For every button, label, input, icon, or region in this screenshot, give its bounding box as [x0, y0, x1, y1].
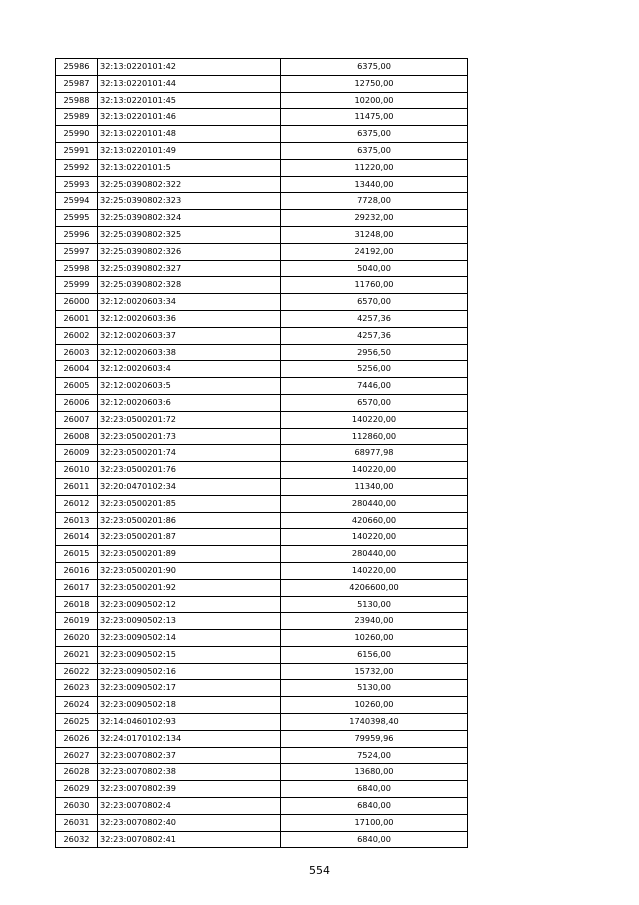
page-number: 554 — [309, 864, 330, 877]
value-cell: 10260,00 — [281, 630, 468, 647]
row-number-cell: 26022 — [56, 663, 98, 680]
cadastral-number-cell: 32:12:0020603:5 — [98, 378, 281, 395]
cadastral-number-cell: 32:25:0390802:328 — [98, 277, 281, 294]
table-row — [56, 462, 468, 479]
cadastral-number-cell: 32:13:0220101:45 — [98, 92, 281, 109]
table-row — [56, 747, 468, 764]
row-number-cell: 26024 — [56, 697, 98, 714]
cadastral-number-cell: 32:13:0220101:46 — [98, 109, 281, 126]
cadastral-number-cell: 32:25:0390802:325 — [98, 226, 281, 243]
value-cell: 140220,00 — [281, 562, 468, 579]
table-row — [56, 579, 468, 596]
value-cell: 11475,00 — [281, 109, 468, 126]
table-row — [56, 630, 468, 647]
row-number-cell: 26001 — [56, 310, 98, 327]
cadastral-number-cell: 32:23:0090502:17 — [98, 680, 281, 697]
cadastral-number-cell: 32:23:0090502:18 — [98, 697, 281, 714]
row-number-cell: 26028 — [56, 764, 98, 781]
cadastral-number-cell: 32:12:0020603:36 — [98, 310, 281, 327]
cadastral-number-cell: 32:12:0020603:38 — [98, 344, 281, 361]
value-cell: 12750,00 — [281, 75, 468, 92]
cadastral-number-cell: 32:23:0500201:87 — [98, 529, 281, 546]
value-cell: 6375,00 — [281, 126, 468, 143]
cadastral-number-cell: 32:25:0390802:323 — [98, 193, 281, 210]
value-cell: 7728,00 — [281, 193, 468, 210]
value-cell: 420660,00 — [281, 512, 468, 529]
value-cell: 10200,00 — [281, 92, 468, 109]
table-row — [56, 798, 468, 815]
table-row — [56, 445, 468, 462]
row-number-cell: 26002 — [56, 327, 98, 344]
table-row — [56, 680, 468, 697]
value-cell: 6156,00 — [281, 646, 468, 663]
row-number-cell: 26019 — [56, 613, 98, 630]
value-cell: 7446,00 — [281, 378, 468, 395]
row-number-cell: 25992 — [56, 159, 98, 176]
row-number-cell: 26014 — [56, 529, 98, 546]
row-number-cell: 26010 — [56, 462, 98, 479]
row-number-cell: 26029 — [56, 781, 98, 798]
table-row — [56, 613, 468, 630]
row-number-cell: 26016 — [56, 562, 98, 579]
table-row — [56, 142, 468, 159]
cadastral-number-cell: 32:23:0500201:76 — [98, 462, 281, 479]
value-cell: 17100,00 — [281, 814, 468, 831]
value-cell: 68977,98 — [281, 445, 468, 462]
row-number-cell: 26004 — [56, 361, 98, 378]
value-cell: 6840,00 — [281, 831, 468, 848]
value-cell: 11220,00 — [281, 159, 468, 176]
value-cell: 10260,00 — [281, 697, 468, 714]
value-cell: 112860,00 — [281, 428, 468, 445]
table-row — [56, 814, 468, 831]
row-number-cell: 25993 — [56, 176, 98, 193]
table-row — [56, 714, 468, 731]
table-row — [56, 294, 468, 311]
cadastral-number-cell: 32:23:0070802:4 — [98, 798, 281, 815]
row-number-cell: 26005 — [56, 378, 98, 395]
table-row — [56, 529, 468, 546]
cadastral-number-cell: 32:23:0070802:37 — [98, 747, 281, 764]
row-number-cell: 25994 — [56, 193, 98, 210]
value-cell: 6570,00 — [281, 294, 468, 311]
value-cell: 24192,00 — [281, 243, 468, 260]
value-cell: 6375,00 — [281, 142, 468, 159]
table-row — [56, 512, 468, 529]
table-row — [56, 781, 468, 798]
table-row — [56, 159, 468, 176]
table-row — [56, 831, 468, 848]
row-number-cell: 26008 — [56, 428, 98, 445]
row-number-cell: 26011 — [56, 478, 98, 495]
cadastral-number-cell: 32:25:0390802:326 — [98, 243, 281, 260]
table-row — [56, 327, 468, 344]
cadastral-number-cell: 32:13:0220101:5 — [98, 159, 281, 176]
value-cell: 140220,00 — [281, 411, 468, 428]
row-number-cell: 25989 — [56, 109, 98, 126]
table-row — [56, 210, 468, 227]
cadastral-number-cell: 32:12:0020603:6 — [98, 394, 281, 411]
row-number-cell: 25991 — [56, 142, 98, 159]
cadastral-number-cell: 32:25:0390802:324 — [98, 210, 281, 227]
table-row — [56, 176, 468, 193]
table-row — [56, 378, 468, 395]
cadastral-number-cell: 32:13:0220101:49 — [98, 142, 281, 159]
row-number-cell: 26030 — [56, 798, 98, 815]
value-cell: 23940,00 — [281, 613, 468, 630]
row-number-cell: 25987 — [56, 75, 98, 92]
row-number-cell: 25996 — [56, 226, 98, 243]
table-row — [56, 310, 468, 327]
value-cell: 11340,00 — [281, 478, 468, 495]
value-cell: 15732,00 — [281, 663, 468, 680]
row-number-cell: 26007 — [56, 411, 98, 428]
cadastral-number-cell: 32:23:0500201:74 — [98, 445, 281, 462]
cadastral-number-cell: 32:14:0460102:93 — [98, 714, 281, 731]
value-cell: 4257,36 — [281, 327, 468, 344]
table-row — [56, 277, 468, 294]
table-row — [56, 92, 468, 109]
cadastral-number-cell: 32:23:0070802:39 — [98, 781, 281, 798]
value-cell: 280440,00 — [281, 546, 468, 563]
value-cell: 1740398,40 — [281, 714, 468, 731]
value-cell: 13440,00 — [281, 176, 468, 193]
row-number-cell: 25995 — [56, 210, 98, 227]
cadastral-value-table — [55, 58, 468, 848]
cadastral-number-cell: 32:24:0170102:134 — [98, 730, 281, 747]
value-cell: 4206600,00 — [281, 579, 468, 596]
value-cell: 4257,36 — [281, 310, 468, 327]
row-number-cell: 25990 — [56, 126, 98, 143]
value-cell: 6570,00 — [281, 394, 468, 411]
cadastral-number-cell: 32:25:0390802:322 — [98, 176, 281, 193]
value-cell: 5130,00 — [281, 680, 468, 697]
cadastral-number-cell: 32:23:0070802:41 — [98, 831, 281, 848]
cadastral-number-cell: 32:23:0090502:16 — [98, 663, 281, 680]
cadastral-number-cell: 32:23:0090502:13 — [98, 613, 281, 630]
table-row — [56, 663, 468, 680]
cadastral-number-cell: 32:23:0500201:92 — [98, 579, 281, 596]
cadastral-number-cell: 32:20:0470102:34 — [98, 478, 281, 495]
table-row — [56, 243, 468, 260]
table-row — [56, 59, 468, 76]
value-cell: 5256,00 — [281, 361, 468, 378]
table-body — [56, 59, 468, 848]
row-number-cell: 25986 — [56, 59, 98, 76]
value-cell: 140220,00 — [281, 529, 468, 546]
row-number-cell: 26003 — [56, 344, 98, 361]
row-number-cell: 25997 — [56, 243, 98, 260]
row-number-cell: 26020 — [56, 630, 98, 647]
cadastral-number-cell: 32:23:0500201:86 — [98, 512, 281, 529]
cadastral-number-cell: 32:12:0020603:4 — [98, 361, 281, 378]
value-cell: 140220,00 — [281, 462, 468, 479]
value-cell: 79959,96 — [281, 730, 468, 747]
value-cell: 6375,00 — [281, 59, 468, 76]
row-number-cell: 26023 — [56, 680, 98, 697]
table-row — [56, 75, 468, 92]
row-number-cell: 26015 — [56, 546, 98, 563]
row-number-cell: 26012 — [56, 495, 98, 512]
row-number-cell: 26027 — [56, 747, 98, 764]
table-row — [56, 394, 468, 411]
row-number-cell: 26013 — [56, 512, 98, 529]
table-row — [56, 646, 468, 663]
table-row — [56, 764, 468, 781]
value-cell: 5130,00 — [281, 596, 468, 613]
value-cell: 7524,00 — [281, 747, 468, 764]
table-row — [56, 344, 468, 361]
value-cell: 2956,50 — [281, 344, 468, 361]
cadastral-number-cell: 32:23:0090502:14 — [98, 630, 281, 647]
cadastral-number-cell: 32:23:0500201:89 — [98, 546, 281, 563]
value-cell: 29232,00 — [281, 210, 468, 227]
value-cell: 11760,00 — [281, 277, 468, 294]
cadastral-number-cell: 32:23:0500201:72 — [98, 411, 281, 428]
value-cell: 6840,00 — [281, 798, 468, 815]
row-number-cell: 26021 — [56, 646, 98, 663]
table-row — [56, 697, 468, 714]
row-number-cell: 26031 — [56, 814, 98, 831]
row-number-cell: 26032 — [56, 831, 98, 848]
cadastral-number-cell: 32:23:0500201:85 — [98, 495, 281, 512]
table-row — [56, 478, 468, 495]
cadastral-number-cell: 32:23:0500201:90 — [98, 562, 281, 579]
table-row — [56, 226, 468, 243]
value-cell: 13680,00 — [281, 764, 468, 781]
row-number-cell: 26009 — [56, 445, 98, 462]
table-row — [56, 109, 468, 126]
cadastral-number-cell: 32:23:0500201:73 — [98, 428, 281, 445]
table-row — [56, 562, 468, 579]
table-row — [56, 126, 468, 143]
table-row — [56, 411, 468, 428]
row-number-cell: 26000 — [56, 294, 98, 311]
cadastral-number-cell: 32:12:0020603:34 — [98, 294, 281, 311]
cadastral-number-cell: 32:13:0220101:42 — [98, 59, 281, 76]
table-row — [56, 596, 468, 613]
value-cell: 280440,00 — [281, 495, 468, 512]
cadastral-number-cell: 32:23:0070802:40 — [98, 814, 281, 831]
cadastral-number-cell: 32:23:0070802:38 — [98, 764, 281, 781]
value-cell: 31248,00 — [281, 226, 468, 243]
row-number-cell: 25998 — [56, 260, 98, 277]
row-number-cell: 25988 — [56, 92, 98, 109]
row-number-cell: 26025 — [56, 714, 98, 731]
row-number-cell: 26026 — [56, 730, 98, 747]
row-number-cell: 26018 — [56, 596, 98, 613]
value-cell: 5040,00 — [281, 260, 468, 277]
table-row — [56, 546, 468, 563]
value-cell: 6840,00 — [281, 781, 468, 798]
row-number-cell: 26006 — [56, 394, 98, 411]
cadastral-number-cell: 32:13:0220101:48 — [98, 126, 281, 143]
cadastral-number-cell: 32:12:0020603:37 — [98, 327, 281, 344]
row-number-cell: 26017 — [56, 579, 98, 596]
row-number-cell: 25999 — [56, 277, 98, 294]
cadastral-table-container — [55, 58, 466, 848]
table-row — [56, 193, 468, 210]
cadastral-number-cell: 32:13:0220101:44 — [98, 75, 281, 92]
table-row — [56, 361, 468, 378]
table-row — [56, 260, 468, 277]
cadastral-number-cell: 32:25:0390802:327 — [98, 260, 281, 277]
table-row — [56, 495, 468, 512]
cadastral-number-cell: 32:23:0090502:12 — [98, 596, 281, 613]
table-row — [56, 428, 468, 445]
table-row — [56, 730, 468, 747]
cadastral-number-cell: 32:23:0090502:15 — [98, 646, 281, 663]
